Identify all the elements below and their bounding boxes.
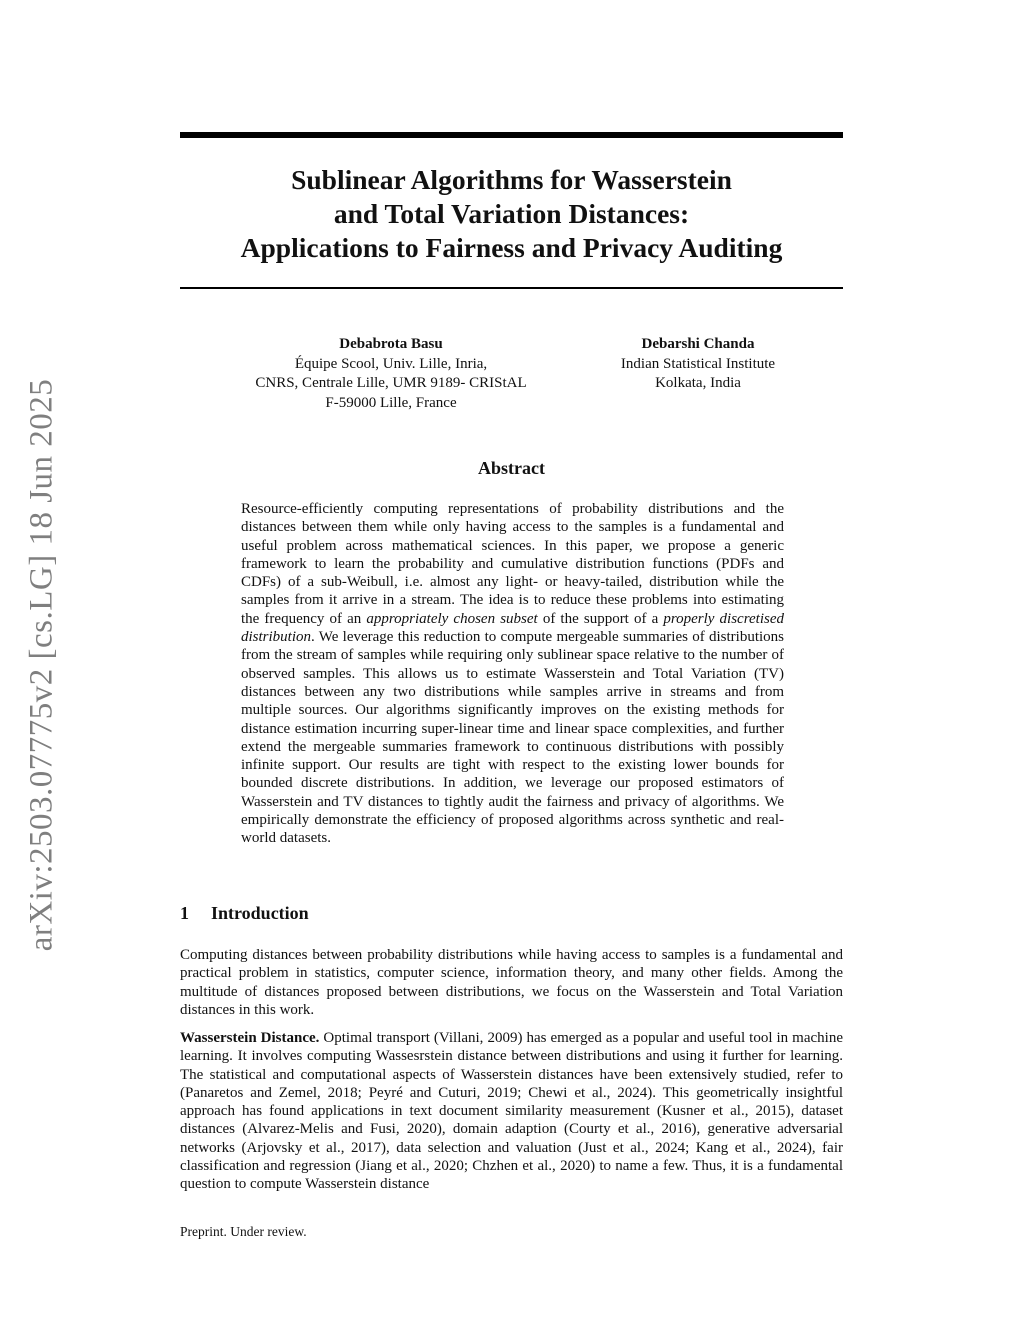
- abstract-heading: Abstract: [478, 458, 545, 478]
- paragraph-body: Optimal transport (Villani, 2009) has emerged as a popular and useful tool in machine learning. It involves computing Wassesrstein distance between distributions and using it further for learning. The statistical and computational aspects of Wasserstein distances have been extensively studied, refer to (Panaretos and Zemel, 2018; Peyré and Cuturi, 2019; Chewi et al., 2024). This geometrically insightful approach has found applications in text document similarity measurement (Kusner et al., 2015), dataset distances (Alvarez-Melis and Fusi, 2020), domain adaption (Courty et al., 2016), generative adversarial networks (Arjovsky et al., 2017), data selection and valuation (Just et al., 2024; Kang et al., 2024), fair classification and regression (Jiang et al., 2020; Chzhen et al., 2020) to name a few. Thus, it is a fundamental question to compute Wasserstein distance: [180, 1030, 843, 1193]
- author-affiliation-line: F-59000 Lille, France: [325, 394, 457, 411]
- abstract-emphasis: properly discretised distribution: [241, 610, 784, 646]
- section-title: Introduction: [211, 903, 309, 923]
- author-block-1: [230, 335, 552, 413]
- section-number: 1: [180, 903, 189, 923]
- author-name: Debabrota Basu: [339, 336, 443, 352]
- abstract-text: . We leverage this reduction to compute mergeable summaries of distributions from the stream of samples while requiring only sublinear space relative to the number of observed samples. This allows us to estimate Wasserstein and Total Variation (TV) distances between any two distributions while samples arrive in streams and from multiple sources. Our algorithms significantly improves on the existing methods for distance estimation incurring super-linear time and linear space complexities, and further extend the mergeable summaries framework to continuous distributions with possibly infinite support. Our results are tight with respect to the existing lower bounds for bounded discrete distributions. In addition, we leverage our proposed estimators of Wasserstein and TV distances to tightly audit the fairness and privacy of algorithms. We empirically demonstrate the efficiency of proposed algorithms across synthetic and real-world datasets.: [241, 629, 784, 847]
- title-rule-top: [180, 132, 843, 138]
- author-affiliation-line: CNRS, Centrale Lille, UMR 9189- CRIStAL: [255, 375, 527, 391]
- abstract-text: of the support of a: [537, 610, 664, 627]
- author-affiliation-line: Kolkata, India: [655, 375, 741, 391]
- intro-paragraph-2: [180, 1029, 843, 1194]
- author-affiliation-line: Équipe Scool, Univ. Lille, Inria,: [294, 355, 488, 372]
- author-block-2: [598, 335, 798, 394]
- arxiv-identifier-text[interactable]: arXiv:2503.07775v2 [cs.LG] 18 Jun 2025: [23, 378, 60, 952]
- title-line: Sublinear Algorithms for Wasserstein: [291, 164, 732, 195]
- abstract-body: [241, 500, 784, 848]
- paper-title: [180, 163, 843, 265]
- intro-paragraph-1: Computing distances between probability distributions while having access to samples is a fundamental and practical problem in statistics, computer science, information theory, and many other fields. Among the multitude of distances proposed between distributions, we focus on the Wasserstein and Total Variation distances in this work.: [180, 947, 843, 1018]
- abstract-emphasis: appropriately chosen subset: [366, 610, 538, 627]
- author-affiliation-line: Indian Statistical Institute: [620, 355, 776, 372]
- section-heading-introduction: [180, 903, 309, 924]
- title-line: Applications to Fairness and Privacy Auditing: [240, 232, 783, 263]
- title-rule-bottom: [180, 287, 843, 289]
- abstract-text: Resource-efficiently computing representations of probability distributions and the distances between them while only having access to the samples is a fundamental and useful problem across mathematical sciences. In this paper, we propose a generic framework to learn the probability and cumulative distribution functions (PDFs and CDFs) of a sub-Weibull, i.e. almost any light- or heavy-tailed, distribution while the samples from it arrive in a stream. The idea is to reduce these problems into estimating the frequency of an: [241, 501, 784, 627]
- title-line: and Total Variation Distances:: [333, 198, 690, 229]
- page-footer: Preprint. Under review.: [180, 1224, 307, 1239]
- author-name: Debarshi Chanda: [641, 336, 755, 352]
- paragraph-run-in-heading: Wasserstein Distance.: [180, 1030, 320, 1046]
